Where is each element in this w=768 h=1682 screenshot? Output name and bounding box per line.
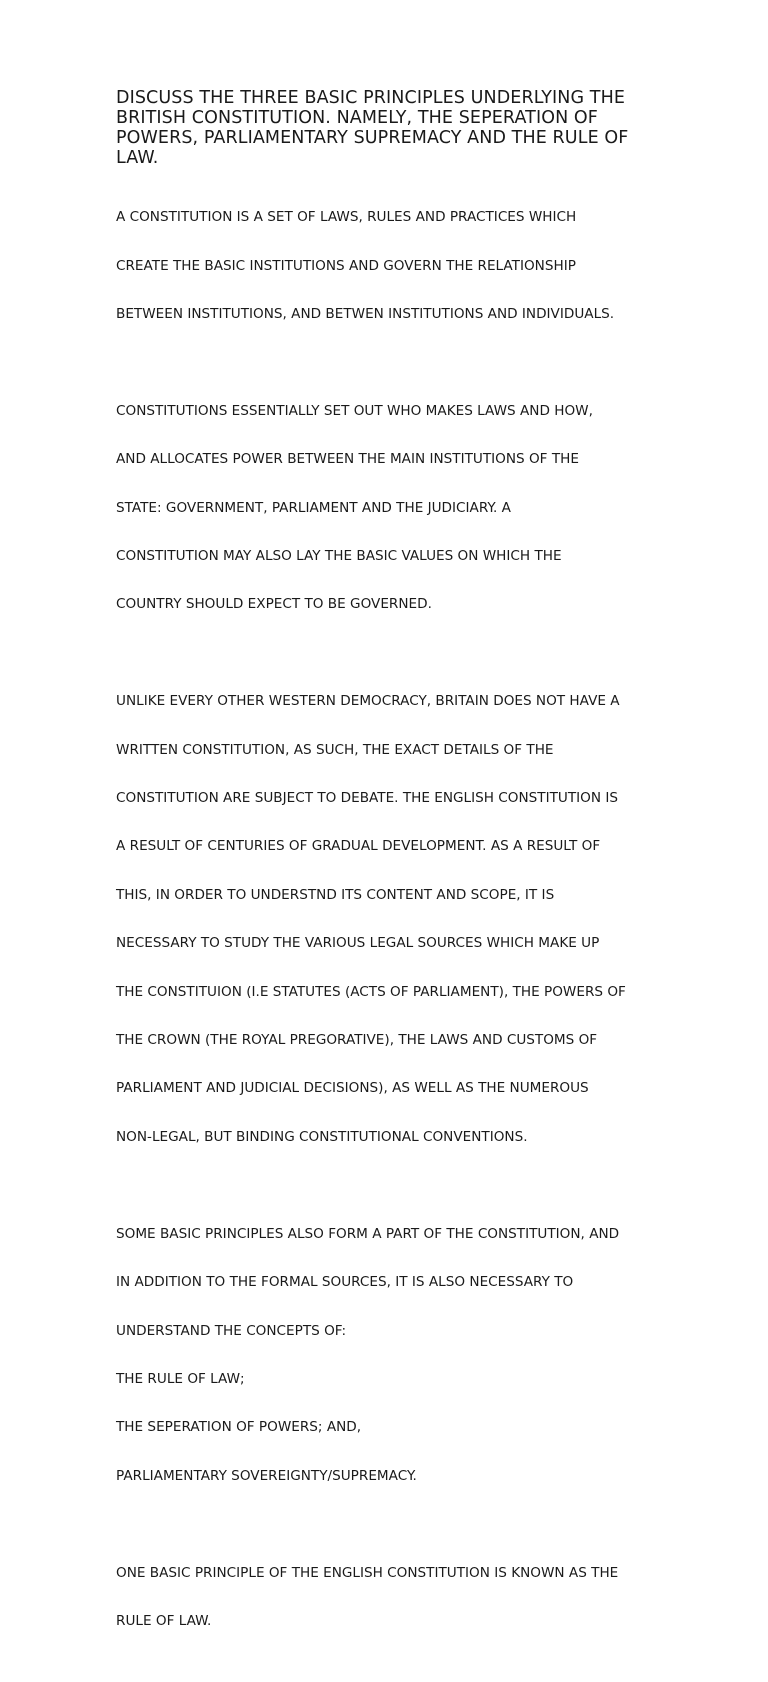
- paragraph-rule-of-law-intro: [116, 1536, 656, 1657]
- paragraph-basic-principles: [116, 1197, 656, 1512]
- paragraph-unwritten-constitution: [116, 665, 656, 1173]
- text-line: A RESULT OF CENTURIES OF GRADUAL DEVELOPMENT. AS A RESULT OF: [116, 838, 601, 855]
- text-line: CONSTITUTIONS ESSENTIALLY SET OUT WHO MAKES LAWS AND HOW,: [116, 402, 593, 419]
- text-line: AND ALLOCATES POWER BETWEEN THE MAIN INSTITUTIONS OF THE: [116, 451, 579, 468]
- text-line: SOME BASIC PRINCIPLES ALSO FORM A PART OF THE CONSTITUTION, AND: [116, 1225, 620, 1242]
- paragraph-constitution-purpose: [116, 375, 656, 641]
- list-item-separation-of-powers: THE SEPERATION OF POWERS; AND,: [116, 1419, 362, 1436]
- text-line: NECESSARY TO STUDY THE VARIOUS LEGAL SOURCES WHICH MAKE UP: [116, 935, 600, 952]
- title-line: POWERS, PARLIAMENTARY SUPREMACY AND THE RULE OF: [116, 128, 629, 148]
- text-line: STATE: GOVERNMENT, PARLIAMENT AND THE JUDICIARY. A: [116, 499, 511, 516]
- text-line: IN ADDITION TO THE FORMAL SOURCES, IT IS ALSO NECESSARY TO: [116, 1274, 574, 1291]
- text-line: WRITTEN CONSTITUTION, AS SUCH, THE EXACT DETAILS OF THE: [116, 741, 554, 758]
- text-line: RULE OF LAW.: [116, 1612, 212, 1629]
- title-line: DISCUSS THE THREE BASIC PRINCIPLES UNDERLYING THE: [116, 88, 625, 108]
- text-line: BETWEEN INSTITUTIONS, AND BETWEN INSTITUTIONS AND INDIVIDUALS.: [116, 306, 615, 323]
- document-page: [116, 88, 656, 1682]
- title-line: LAW.: [116, 148, 159, 168]
- text-line: PARLIAMENT AND JUDICIAL DECISIONS), AS WELL AS THE NUMEROUS: [116, 1080, 589, 1097]
- list-item-parliamentary-sovereignty: PARLIAMENTARY SOVEREIGNTY/SUPREMACY.: [116, 1467, 417, 1484]
- text-line: THIS, IN ORDER TO UNDERSTND ITS CONTENT AND SCOPE, IT IS: [116, 886, 555, 903]
- text-line: ONE BASIC PRINCIPLE OF THE ENGLISH CONSTITUTION IS KNOWN AS THE: [116, 1564, 619, 1581]
- text-line: CONSTITUTION MAY ALSO LAY THE BASIC VALUES ON WHICH THE: [116, 548, 562, 565]
- text-line: CONSTITUTION ARE SUBJECT TO DEBATE. THE ENGLISH CONSTITUTION IS: [116, 790, 618, 807]
- text-line: NON-LEGAL, BUT BINDING CONSTITUTIONAL CONVENTIONS.: [116, 1128, 528, 1145]
- text-line: A CONSTITUTION IS A SET OF LAWS, RULES AND PRACTICES WHICH: [116, 209, 577, 226]
- text-line: THE CONSTITUION (I.E STATUTES (ACTS OF PARLIAMENT), THE POWERS OF: [116, 983, 626, 1000]
- text-line: UNDERSTAND THE CONCEPTS OF:: [116, 1322, 347, 1339]
- document-title: [116, 88, 656, 168]
- text-line: THE CROWN (THE ROYAL PREGORATIVE), THE LAWS AND CUSTOMS OF: [116, 1032, 598, 1049]
- list-item-rule-of-law: THE RULE OF LAW;: [116, 1370, 245, 1387]
- text-line: COUNTRY SHOULD EXPECT TO BE GOVERNED.: [116, 596, 432, 613]
- paragraph-constitution-definition: [116, 181, 656, 350]
- text-line: CREATE THE BASIC INSTITUTIONS AND GOVERN THE RELATIONSHIP: [116, 257, 576, 274]
- title-line: BRITISH CONSTITUTION. NAMELY, THE SEPERATION OF: [116, 108, 598, 128]
- text-line: UNLIKE EVERY OTHER WESTERN DEMOCRACY, BRITAIN DOES NOT HAVE A: [116, 693, 620, 710]
